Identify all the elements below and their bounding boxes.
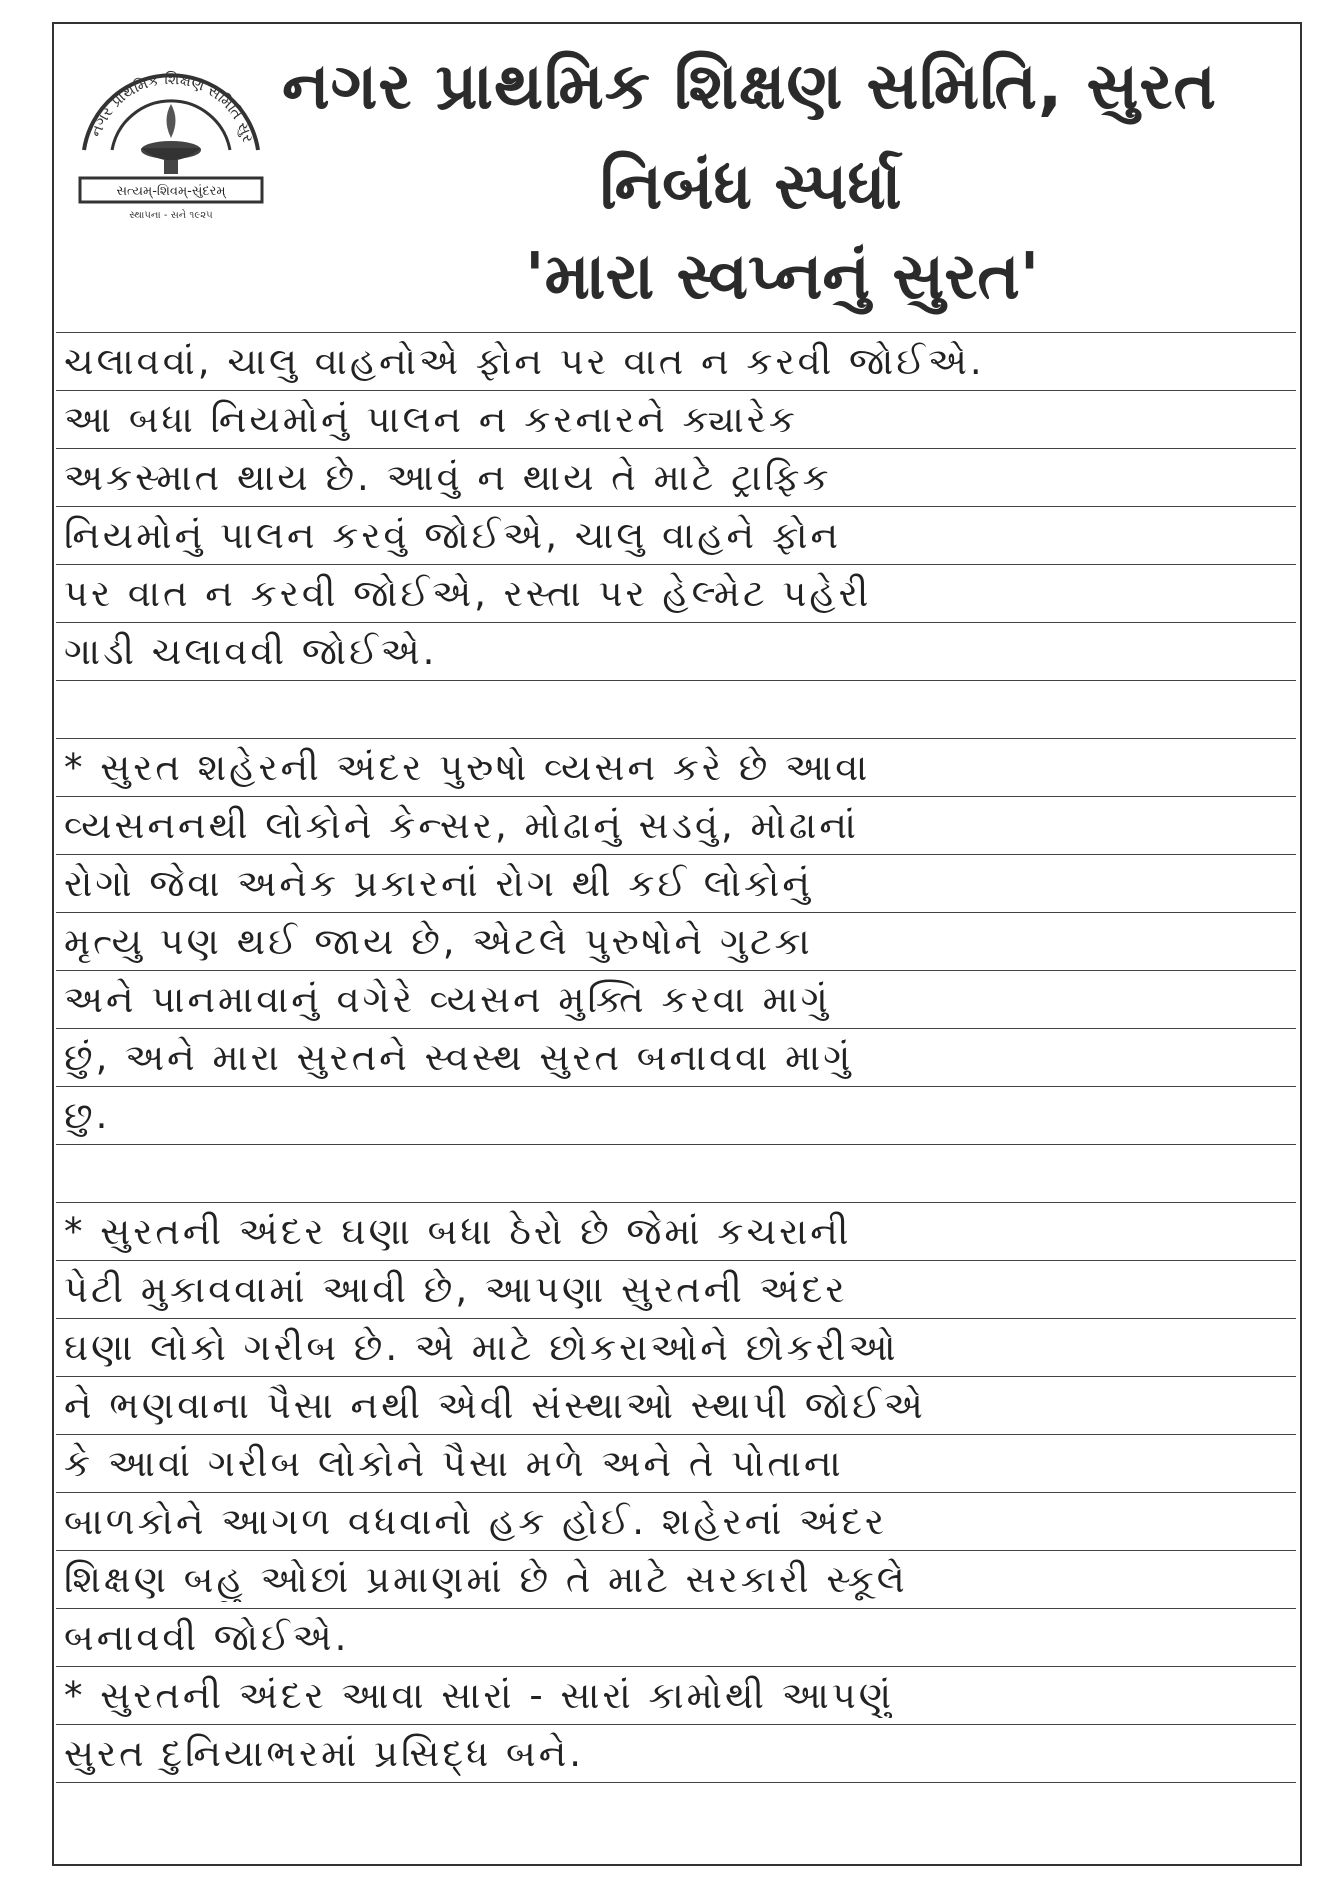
essay-line: બનાવવી જોઈએ.	[64, 1616, 350, 1659]
organization-title: નગર પ્રાથમિક શિક્ષણ સમિતિ, સુરત	[282, 50, 1217, 124]
ruled-line	[56, 390, 1296, 391]
ruled-line	[56, 1028, 1296, 1029]
essay-line: * સુરત શહેરની અંદર પુરુષો વ્યસન કરે છે આવા	[64, 746, 871, 789]
ruled-line	[56, 1782, 1296, 1783]
ruled-line	[56, 622, 1296, 623]
essay-line: નિયમોનું પાલન કરવું જોઈએ, ચાલુ વાહને ફોન	[64, 514, 842, 557]
essay-line: પર વાત ન કરવી જોઈએ, રસ્તા પર હેલ્મેટ પહેરી	[64, 572, 872, 615]
seal-founding: સ્થાપના - સને ૧૯૨૫	[129, 210, 213, 221]
essay-line: ને ભણવાના પૈસા નથી એવી સંસ્થાઓ સ્થાપી જોઈએ	[64, 1384, 926, 1427]
ruled-line	[56, 1376, 1296, 1377]
letterhead	[60, 30, 1300, 314]
essay-line: ચલાવવાં, ચાલુ વાહનોએ ફોન પર વાત ન કરવી જોઈએ.	[64, 340, 985, 383]
ruled-line	[56, 738, 1296, 739]
ruled-line	[56, 1550, 1296, 1551]
ruled-line	[56, 332, 1296, 333]
ruled-line	[56, 796, 1296, 797]
ruled-line	[56, 1724, 1296, 1725]
ruled-line	[56, 1202, 1296, 1203]
ruled-line	[56, 680, 1296, 681]
essay-line: સુરત દુનિયાભરમાં પ્રસિદ્ધ બને.	[64, 1732, 585, 1775]
org-logo	[66, 38, 276, 223]
essay-line: છું, અને મારા સુરતને સ્વસ્થ સુરત બનાવવા માગું	[64, 1036, 854, 1079]
ruled-line	[56, 854, 1296, 855]
essay-line: મૃત્યુ પણ થઈ જાય છે, એટલે પુરુષોને ગુટકા	[64, 920, 813, 963]
seal-motto: સત્યમ્-શિવમ્-સુંદરમ્	[116, 184, 226, 199]
ruled-line	[56, 1608, 1296, 1609]
essay-line: શિક્ષણ બહુ ઓછાં પ્રમાણમાં છે તે માટે સરકારી સ્કૂલે	[64, 1558, 908, 1601]
ruled-line	[56, 1492, 1296, 1493]
seal-ring-text: નગર પ્રાથમિક શિક્ષણ સમિતિ સુર	[86, 70, 258, 145]
essay-line: અને પાનમાવાનું વગેરે વ્યસન મુક્તિ કરવા માગું	[64, 978, 831, 1021]
essay-line: * સુરતની અંદર ઘણા બધા ઠેરો છે જેમાં કચરાની	[64, 1210, 852, 1253]
diya-lamp-icon	[141, 104, 201, 174]
essay-line	[64, 1152, 1289, 1196]
ruled-line	[56, 506, 1296, 507]
essay-line: પેટી મુકાવવામાં આવી છે, આપણા સુરતની અંદર	[64, 1268, 848, 1311]
ruled-line	[56, 970, 1296, 971]
ruled-line	[56, 564, 1296, 565]
essay-line: અકસ્માત થાય છે. આવું ન થાય તે માટે ટ્રાફિક	[64, 456, 832, 499]
essay-line: વ્યસનનથી લોકોને કેન્સર, મોઢાનું સડવું, મોઢાનાં	[64, 804, 859, 847]
essay-line: * સુરતની અંદર આવા સારાં - સારાં કામોથી આપણું	[64, 1674, 895, 1717]
svg-text:નગર પ્રાથમિક શિક્ષણ સમિતિ સુરત	[66, 38, 257, 145]
ruled-line	[56, 912, 1296, 913]
essay-line: આ બધા નિયમોનું પાલન ન કરનારને ક્યારેક	[64, 398, 799, 441]
ruled-line	[56, 1086, 1296, 1087]
essay-line	[64, 688, 1289, 732]
essay-line: કે આવાં ગરીબ લોકોને પૈસા મળે અને તે પોતાના	[64, 1442, 844, 1485]
ruled-line	[56, 1318, 1296, 1319]
ruled-line	[56, 1434, 1296, 1435]
essay-line: ઘણા લોકો ગરીબ છે. એ માટે છોકરાઓને છોકરીઓ	[64, 1326, 899, 1369]
ruled-line	[56, 1260, 1296, 1261]
essay-line: છુ.	[64, 1094, 111, 1137]
essay-title: 'મારા સ્વપ્નનું સુરત'	[525, 240, 1040, 314]
essay-line: બાળકોને આગળ વધવાનો હક હોઈ. શહેરનાં અંદર	[64, 1500, 888, 1543]
ruled-line	[56, 448, 1296, 449]
ruled-line	[56, 1666, 1296, 1667]
emblem-seal	[66, 38, 276, 223]
contest-title: નિબંધ સ્પર્ધા	[600, 150, 902, 224]
ruled-line	[56, 1144, 1296, 1145]
essay-line: ગાડી ચલાવવી જોઈએ.	[64, 630, 438, 673]
essay-line: રોગો જેવા અનેક પ્રકારનાં રોગ થી કઈ લોકોનું	[64, 862, 813, 905]
